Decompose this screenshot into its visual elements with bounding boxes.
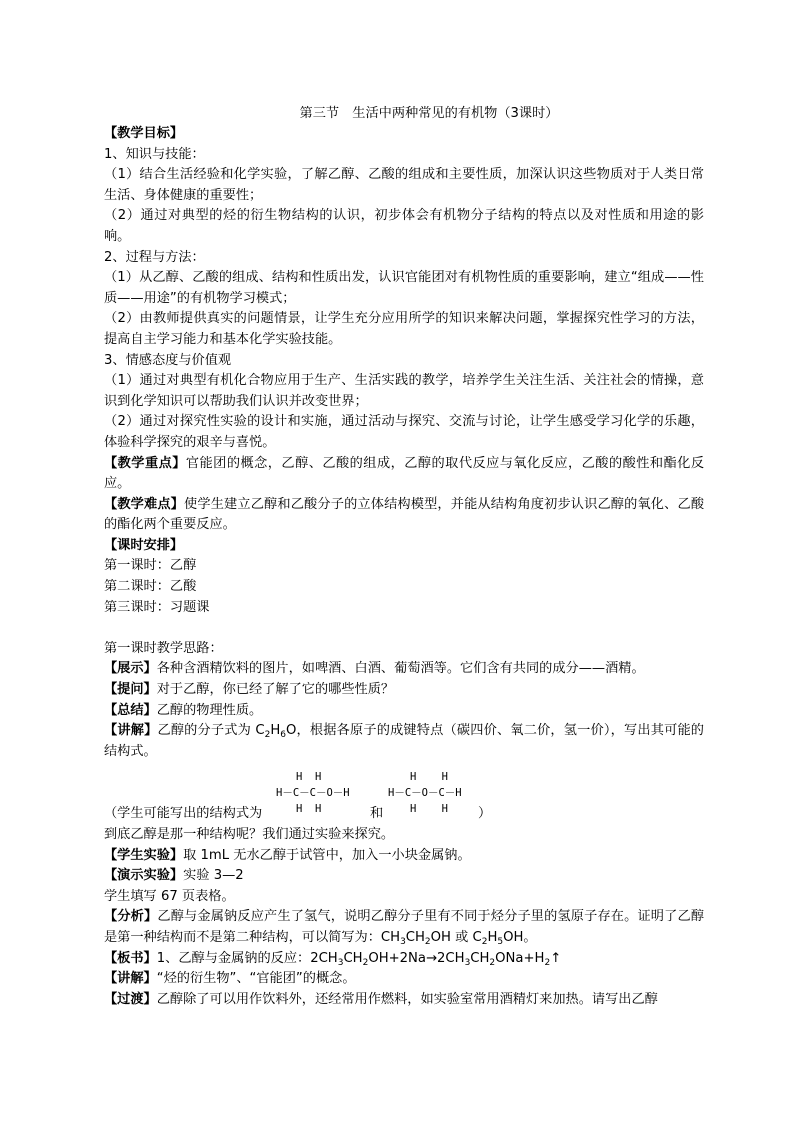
show-text: 各种含酒精饮料的图片，如啤酒、白酒、葡萄酒等。它们含有共同的成分——酒精。 [156, 661, 645, 677]
paragraph-k2: （2）通过对典型的烃的衍生物结构的认识，初步体会有机物分子结构的特点以及对性质和用途的影响。 [104, 208, 704, 244]
structure-caption [104, 804, 704, 825]
focus-tag: 【教学重点】 [104, 455, 186, 471]
lecture2-tag: 【讲解】 [104, 971, 157, 987]
blank-line [104, 618, 704, 639]
paragraph-p2: （2）由教师提供真实的问题情景，让学生充分应用所学的知识来解决问题，掌握探究性学习的方法，提高自主学习能力和基本化学实验技能。 [104, 311, 704, 347]
paragraph-e1: （1）通过对典型有机化合物应用于生产、生活实践的教学，培养学生关注生活、关注社会的情操，意识到化学知识可以帮助我们认识并改变世界； [104, 373, 704, 409]
struct1-top-h: H H [296, 771, 322, 784]
struct2-top-h: H H [410, 771, 448, 784]
subscript: 3 [337, 957, 344, 968]
difficulty-text: 使学生建立乙醇和乙酸分子的立体结构模型，并能从结构角度初步认识乙醇的氧化、乙酸的酯化两个重要反应。 [104, 496, 705, 533]
paragraph-which: 到底乙醇是那一种结构呢？我们通过实验来探究。 [104, 827, 395, 842]
analysis-text-c: OH 或 C [430, 929, 482, 945]
document-page [104, 104, 704, 1010]
paragraph-transition [104, 990, 704, 1011]
caption-b: 和 [370, 806, 384, 822]
difficulty-tag: 【教学难点】 [104, 496, 185, 512]
paragraph-student-exp [104, 846, 704, 867]
lecture-text-b: H [270, 723, 281, 739]
analysis-text-b: CH [405, 929, 425, 945]
paragraph-p1: （1）从乙醇、乙酸的组成、结构和性质出发，认识官能团对有机物性质的重要影响，建立“组成——性质——用途”的有机物学习模式； [104, 270, 704, 306]
subscript: 5 [497, 936, 504, 947]
demo-text: 实验 3—2 [183, 868, 244, 884]
paragraph-analysis [104, 907, 704, 948]
summary-text: 乙醇的物理性质。 [156, 702, 263, 718]
subscript: 6 [280, 730, 286, 741]
analysis-tag: 【分析】 [104, 909, 158, 925]
analysis-text-d: H [487, 929, 498, 945]
paragraph-lecture [104, 721, 704, 762]
board-text-b: CH [343, 950, 363, 966]
board-text-f: ↑ [550, 950, 562, 966]
schedule-item-2: 第二课时：乙酸 [104, 579, 197, 595]
paragraph-focus [104, 454, 704, 495]
lecture-text-c: O，根据各原子的成键特点（碳四价、氧二价，氢一价），写出其可能的结构式。 [104, 723, 704, 759]
board-text-d: CH [470, 950, 490, 966]
schedule-item-3: 第三课时：习题课 [104, 599, 210, 615]
paragraph-lecture-2 [104, 969, 704, 990]
subscript: 2 [424, 936, 431, 947]
caption-a: （学生可能写出的结构式为 [104, 806, 263, 822]
board-tag: 【板书】 [104, 950, 157, 966]
paragraph-ask [104, 680, 704, 701]
ask-text: 对于乙醇，你已经了解了它的哪些性质？ [156, 682, 395, 698]
page-title: 第三节 生活中两种常见的有机物（3课时） [299, 106, 559, 121]
analysis-text-e: OH。 [503, 929, 537, 945]
section-heading-schedule: 【课时安排】 [104, 537, 184, 553]
analysis-text-a: 乙醇与金属钠反应产生了氢气，说明乙醇分子里有不同于烃分子里的氢原子存在。证明了乙醇是第一种结构而不是第二种结构，可以简写为：CH [104, 909, 705, 945]
paragraph-e2: （2）通过对探究性实验的设计和实施，通过活动与探究、交流与讨论，让学生感受学习化学的乐趣，体验科学探究的艰辛与喜悦。 [104, 414, 704, 450]
paragraph-board [104, 949, 704, 970]
student-exp-tag: 【学生实验】 [104, 847, 184, 863]
lesson-plan-heading: 第一课时教学思路： [104, 640, 223, 656]
student-exp-text: 取 1mL 无水乙醇于试管中，加入一小块金属钠。 [183, 847, 471, 863]
subheading-knowledge: 1、知识与技能： [104, 146, 205, 162]
caption-c: ） [478, 806, 492, 822]
paragraph-k1: （1）结合生活经验和化学实验，了解乙醇、乙酸的组成和主要性质，加深认识这些物质对于人类日常生活、身体健康的重要性； [104, 167, 704, 203]
lecture2-text: “烃的衍生物”、“官能团”的概念。 [156, 971, 356, 987]
demo-tag: 【演示实验】 [104, 868, 184, 884]
board-text-e: ONa+H [495, 950, 545, 966]
transition-tag: 【过渡】 [104, 991, 157, 1007]
transition-text: 乙醇除了可以用作饮料外，还经常用作燃料，如实验室常用酒精灯来加热。请写出乙醇 [156, 991, 658, 1007]
subscript: 2 [362, 957, 369, 968]
struct1-bottom-h: H H [296, 803, 322, 816]
lecture-text-a: 乙醇的分子式为 C [157, 723, 265, 739]
board-text-a: 1、乙醇与金属钠的反应：2CH [156, 950, 338, 966]
struct2-bottom-h: H H [410, 803, 448, 816]
subheading-process: 2、过程与方法： [104, 249, 205, 265]
board-text-c: OH+2Na→2CH [368, 950, 465, 966]
paragraph-difficulty [104, 495, 704, 536]
summary-tag: 【总结】 [104, 702, 157, 718]
lecture-tag: 【讲解】 [104, 723, 158, 739]
paragraph-demo [104, 866, 704, 887]
paragraph-fill: 学生填写 67 页表格。 [104, 888, 235, 904]
struct1-chain: H－C－C－O－H [276, 787, 350, 800]
show-tag: 【展示】 [104, 661, 157, 677]
schedule-item-1: 第一课时：乙醇 [104, 558, 197, 574]
subheading-emotion: 3、情感态度与价值观 [104, 352, 232, 368]
paragraph-show [104, 659, 704, 680]
subscript: 2 [481, 936, 488, 947]
paragraph-summary [104, 701, 704, 722]
subscript: 2 [544, 957, 551, 968]
subscript: 2 [264, 730, 271, 741]
subscript: 3 [400, 936, 406, 947]
focus-text: 官能团的概念，乙醇、乙酸的组成，乙醇的取代反应与氧化反应，乙酸的酸性和酯化反应。 [104, 455, 705, 492]
ask-tag: 【提问】 [104, 682, 157, 698]
subscript: 2 [489, 957, 496, 968]
subscript: 3 [464, 957, 471, 968]
struct2-chain: H－C－O－C－H [388, 787, 462, 800]
section-heading-goals: 【教学目标】 [104, 126, 184, 141]
